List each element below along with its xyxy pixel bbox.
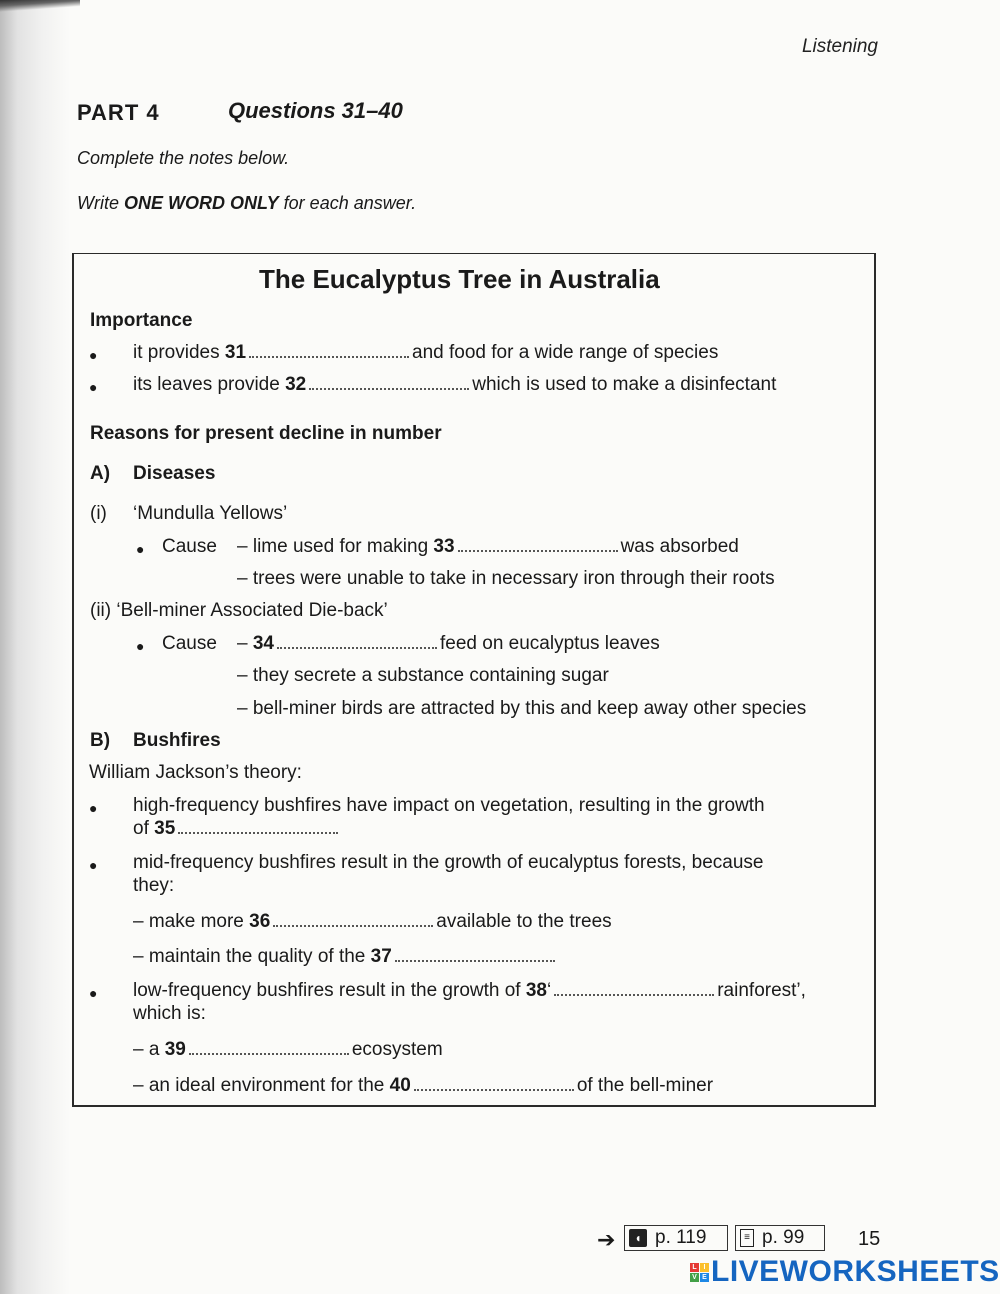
answer-key-reference: ≡ p. 99 xyxy=(735,1225,825,1251)
audio-icon: ◖ xyxy=(629,1229,647,1247)
bullet-icon: ● xyxy=(136,541,145,557)
mid-frequency-line-2: they: xyxy=(133,875,175,896)
heading-bushfires: Bushfires xyxy=(133,730,221,751)
liveworksheets-brand xyxy=(690,1255,1000,1289)
answer-blank-40[interactable] xyxy=(414,1088,574,1091)
question-35-line: of 35 xyxy=(133,818,341,840)
logo-letter: I xyxy=(700,1263,709,1272)
heading-importance: Importance xyxy=(90,310,193,331)
mid-frequency-line: mid-frequency bushfires result in the growth of eucalyptus forests, because xyxy=(133,852,764,873)
cause-label: Cause xyxy=(162,633,217,654)
answer-blank-36[interactable] xyxy=(273,924,433,927)
bullet-icon: ● xyxy=(89,800,98,816)
page-number: 15 xyxy=(858,1228,881,1250)
answer-blank-32[interactable] xyxy=(309,387,469,390)
cause-iron: – trees were unable to take in necessary iron through their roots xyxy=(237,568,775,589)
answer-blank-35[interactable] xyxy=(178,831,338,834)
question-33-line: – lime used for making 33 was absorbed xyxy=(237,536,739,557)
answer-blank-37[interactable] xyxy=(395,959,555,962)
cause-birds: – bell-miner birds are attracted by this and keep away other species xyxy=(237,698,807,719)
bullet-icon: ● xyxy=(136,638,145,654)
bullet-icon: ● xyxy=(89,379,98,395)
disease-bell-miner: (ii) ‘Bell-miner Associated Die-back’ xyxy=(90,600,388,621)
answer-blank-33[interactable] xyxy=(458,549,618,552)
question-32-line: its leaves provide 32 which is used to make a disinfectant xyxy=(133,374,777,395)
marker-a: A) xyxy=(90,463,111,484)
logo-letter: E xyxy=(700,1273,709,1282)
question-37-line: – maintain the quality of the 37 xyxy=(133,946,558,968)
section-label: Listening xyxy=(801,36,878,57)
question-40-line: – an ideal environment for the 40 of the bell-miner xyxy=(133,1075,714,1096)
document-icon: ≡ xyxy=(740,1229,754,1247)
bullet-icon: ● xyxy=(89,857,98,873)
scan-shadow xyxy=(0,0,70,1294)
bullet-icon: ● xyxy=(89,347,98,363)
brand-name: LIVEWORKSHEETS xyxy=(711,1255,1000,1288)
answer-blank-31[interactable] xyxy=(249,355,409,358)
question-39-line: – a 39 ecosystem xyxy=(133,1039,443,1060)
answer-blank-34[interactable] xyxy=(277,646,437,649)
marker-b: B) xyxy=(90,730,111,751)
answer-blank-39[interactable] xyxy=(189,1052,349,1055)
question-34-line: – 34 feed on eucalyptus leaves xyxy=(237,633,660,654)
question-31-line: it provides 31 and food for a wide range of species xyxy=(133,342,719,363)
instruction-word-limit: Write ONE WORD ONLY for each answer. xyxy=(77,193,417,213)
part-label: PART 4 xyxy=(77,100,160,125)
disease-mundulla: ‘Mundulla Yellows’ xyxy=(133,503,288,524)
logo-letter: V xyxy=(690,1273,699,1282)
heading-decline: Reasons for present decline in number xyxy=(90,423,442,444)
bullet-icon: ● xyxy=(89,985,98,1001)
high-frequency-line: high-frequency bushfires have impact on vegetation, resulting in the growth xyxy=(133,795,765,816)
heading-diseases: Diseases xyxy=(133,463,216,484)
logo-letter: L xyxy=(690,1263,699,1272)
instruction-complete: Complete the notes below. xyxy=(77,148,290,168)
arrow-right-icon: ➔ xyxy=(597,1227,616,1252)
notes-title: The Eucalyptus Tree in Australia xyxy=(259,264,660,294)
question-36-line: – make more 36 available to the trees xyxy=(133,911,612,932)
cause-label: Cause xyxy=(162,536,217,557)
cause-sugar: – they secrete a substance containing sugar xyxy=(237,665,609,686)
questions-range: Questions 31–40 xyxy=(228,98,403,123)
liveworksheets-logo-icon xyxy=(690,1263,709,1282)
theory-label: William Jackson’s theory: xyxy=(89,762,302,783)
marker-i: (i) xyxy=(90,503,107,524)
low-frequency-line-2: which is: xyxy=(133,1003,206,1024)
audioscript-reference: ◖ p. 119 xyxy=(624,1225,728,1251)
question-38-line: low-frequency bushfires result in the growth of 38‘ rainforest’, xyxy=(133,980,806,1001)
answer-blank-38[interactable] xyxy=(554,993,714,996)
